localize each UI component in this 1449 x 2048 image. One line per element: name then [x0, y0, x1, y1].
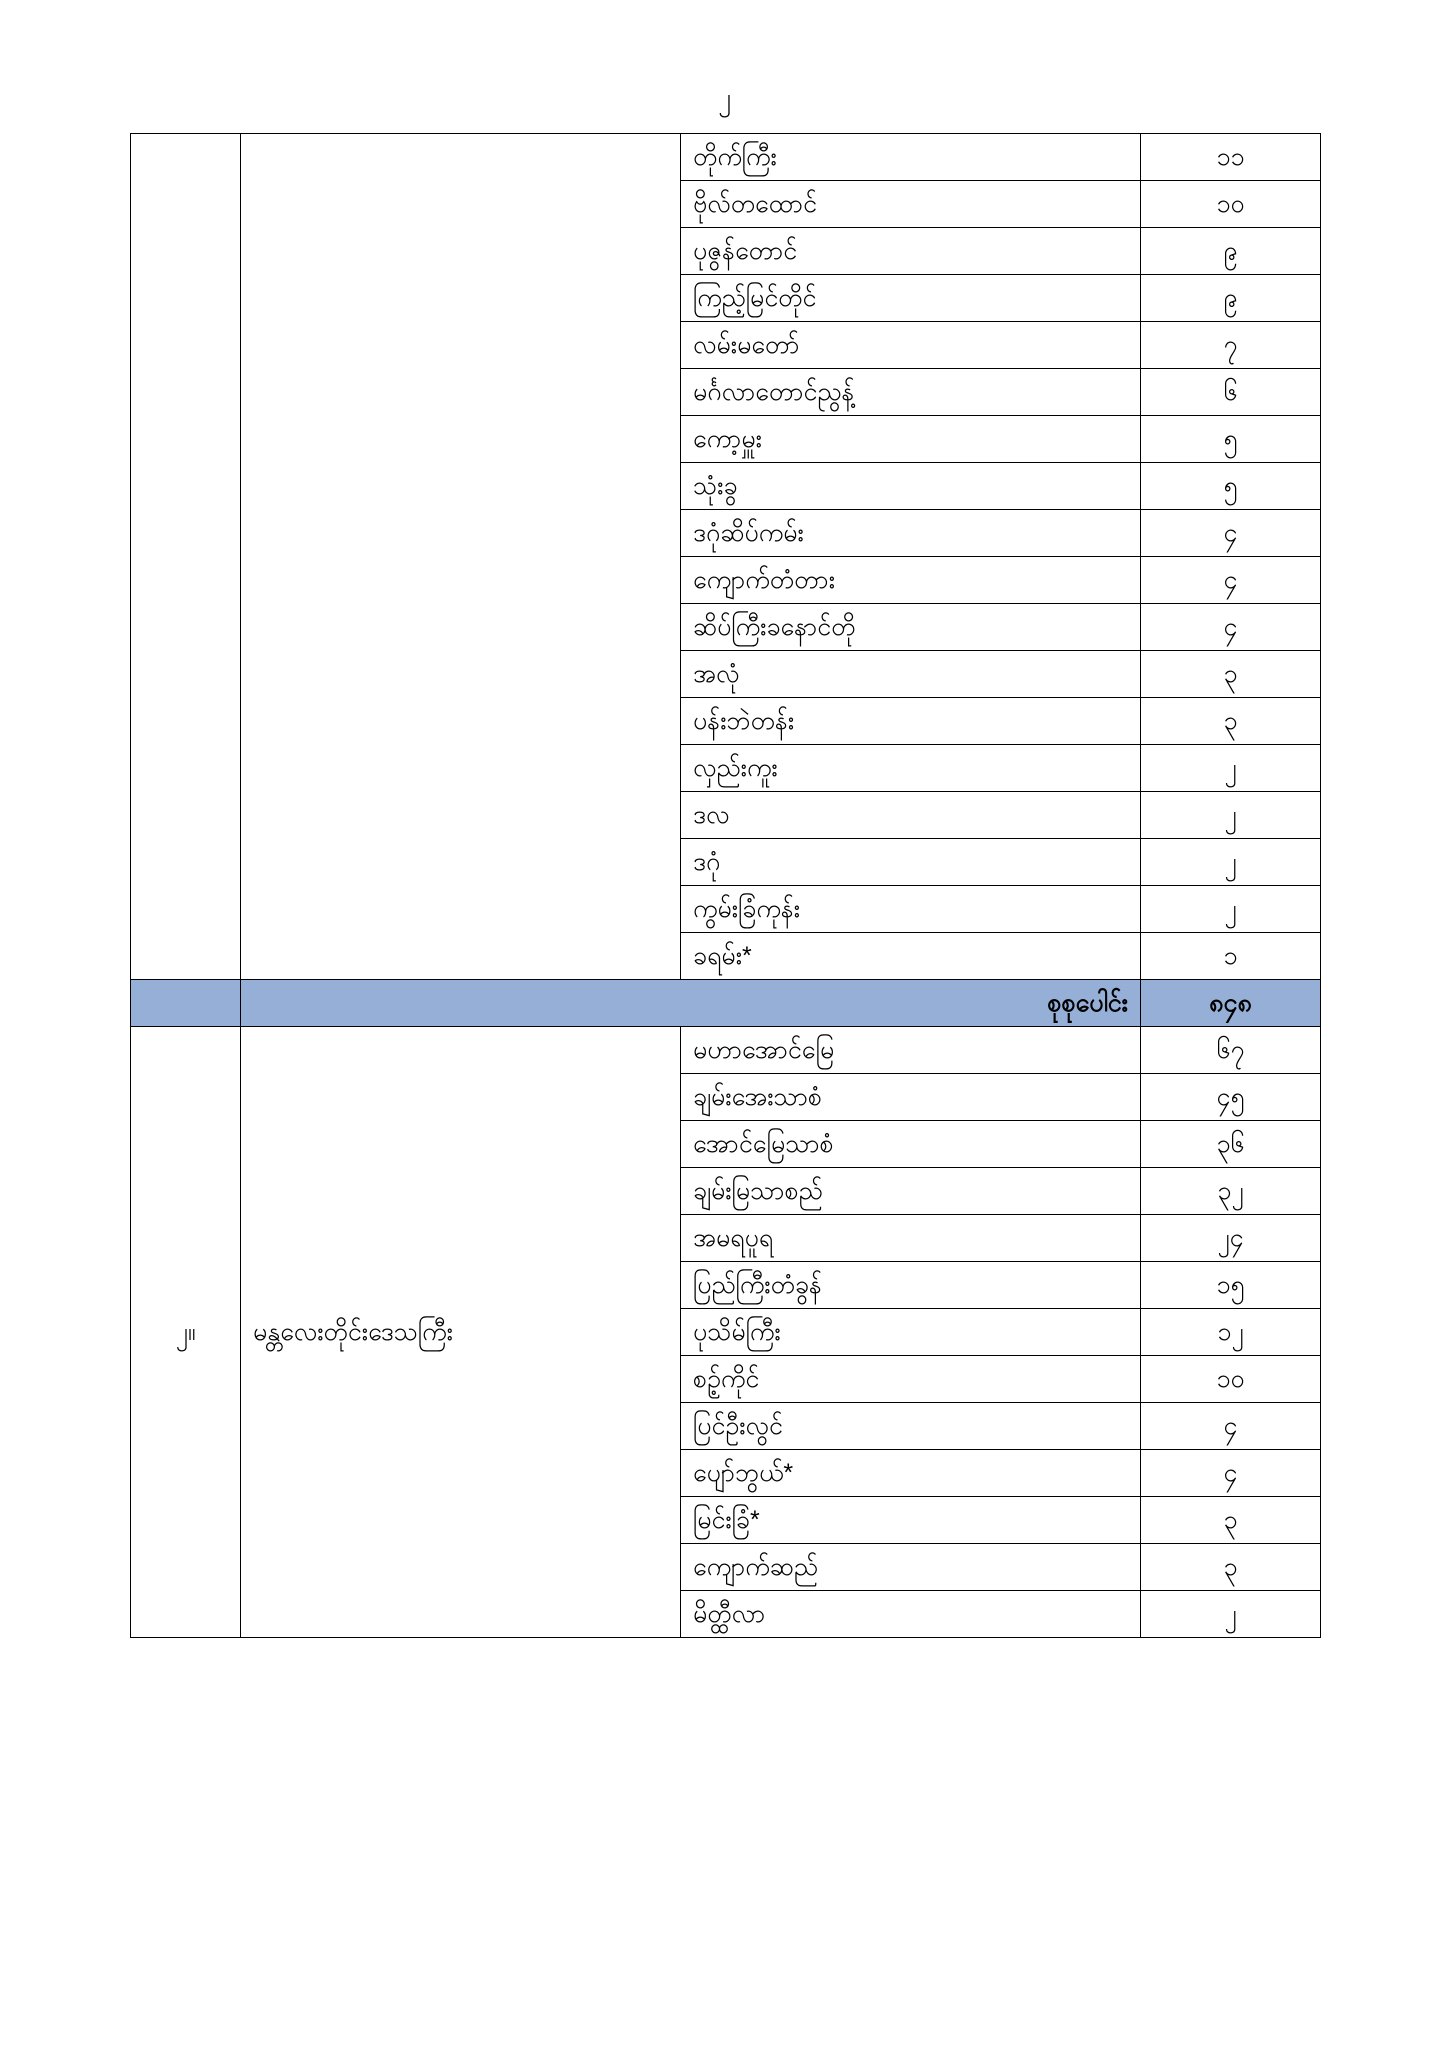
town-name: ကျောက်တံတား [681, 557, 1141, 604]
town-count: ၄ [1141, 557, 1321, 604]
town-name: စဉ့်ကိုင် [681, 1356, 1141, 1403]
town-name: ကြည့်မြင်တိုင် [681, 275, 1141, 322]
town-name: ပြင်ဦးလွင် [681, 1403, 1141, 1450]
town-count: ၁၂ [1141, 1309, 1321, 1356]
town-name: အမရပူရ [681, 1215, 1141, 1262]
town-count: ၆ [1141, 369, 1321, 416]
table-body [131, 134, 1321, 1638]
town-name: ချမ်းမြသာစည် [681, 1168, 1141, 1215]
town-count: ၂ [1141, 886, 1321, 933]
town-name: ပုဇွန်တောင် [681, 228, 1141, 275]
town-name: ကွမ်းခြံကုန်း [681, 886, 1141, 933]
section2-region: မန္တလေးတိုင်းဒေသကြီး [241, 1027, 681, 1638]
town-count: ၂၄ [1141, 1215, 1321, 1262]
table-row [131, 1027, 1321, 1074]
town-name: ပုသိမ်ကြီး [681, 1309, 1141, 1356]
town-count: ၂ [1141, 792, 1321, 839]
section1-region-cell [241, 134, 681, 980]
town-count: ၇ [1141, 322, 1321, 369]
town-name: ခရမ်း* [681, 933, 1141, 980]
town-count: ၄ [1141, 1403, 1321, 1450]
town-count: ၁၀ [1141, 181, 1321, 228]
town-name: ပန်းဘဲတန်း [681, 698, 1141, 745]
town-count: ၂ [1141, 1591, 1321, 1638]
town-name: လမ်းမတော် [681, 322, 1141, 369]
town-count: ၃ [1141, 1497, 1321, 1544]
town-count: ၃၆ [1141, 1121, 1321, 1168]
town-count: ၁၀ [1141, 1356, 1321, 1403]
town-name: မဟာအောင်မြေ [681, 1027, 1141, 1074]
town-count: ၃ [1141, 651, 1321, 698]
town-count: ၄ [1141, 1450, 1321, 1497]
town-name: မိတ္ထီလာ [681, 1591, 1141, 1638]
town-name: မင်္ဂလာတောင်ညွန့် [681, 369, 1141, 416]
town-count: ၃ [1141, 1544, 1321, 1591]
total-no-cell [131, 980, 241, 1027]
town-count: ၃၂ [1141, 1168, 1321, 1215]
town-count: ၉ [1141, 228, 1321, 275]
town-count: ၆၇ [1141, 1027, 1321, 1074]
total-label: စုစုပေါင်း [241, 980, 1141, 1027]
town-name: ဒဂုံ [681, 839, 1141, 886]
section1-no-cell [131, 134, 241, 980]
town-name: လှည်းကူး [681, 745, 1141, 792]
town-count: ၁၁ [1141, 134, 1321, 181]
town-count: ၉ [1141, 275, 1321, 322]
town-name: ဒလ [681, 792, 1141, 839]
table-row [131, 134, 1321, 181]
town-name: ဆိပ်ကြီးခနောင်တို [681, 604, 1141, 651]
town-name: ဒဂုံဆိပ်ကမ်း [681, 510, 1141, 557]
town-name: တိုက်ကြီး [681, 134, 1141, 181]
town-count: ၄ [1141, 510, 1321, 557]
town-name: အောင်မြေသာစံ [681, 1121, 1141, 1168]
total-count: ၈၄၈ [1141, 980, 1321, 1027]
town-count: ၂ [1141, 745, 1321, 792]
town-name: ပြည်ကြီးတံခွန် [681, 1262, 1141, 1309]
town-count: ၄၅ [1141, 1074, 1321, 1121]
total-row [131, 980, 1321, 1027]
town-name: ပျော်ဘွယ်* [681, 1450, 1141, 1497]
town-name: ကော့မှူး [681, 416, 1141, 463]
town-name: ချမ်းအေးသာစံ [681, 1074, 1141, 1121]
township-table [130, 133, 1321, 1638]
town-count: ၁ [1141, 933, 1321, 980]
town-name: မြင်းခြံ* [681, 1497, 1141, 1544]
town-name: ဗိုလ်တထောင် [681, 181, 1141, 228]
section2-no: ၂။ [131, 1027, 241, 1638]
page-number: ၂ [718, 82, 731, 112]
town-name: ကျောက်ဆည် [681, 1544, 1141, 1591]
town-count: ၅ [1141, 463, 1321, 510]
town-count: ၂ [1141, 839, 1321, 886]
town-name: အလုံ [681, 651, 1141, 698]
town-name: သုံးခွ [681, 463, 1141, 510]
town-count: ၁၅ [1141, 1262, 1321, 1309]
town-count: ၃ [1141, 698, 1321, 745]
town-count: ၅ [1141, 416, 1321, 463]
town-count: ၄ [1141, 604, 1321, 651]
